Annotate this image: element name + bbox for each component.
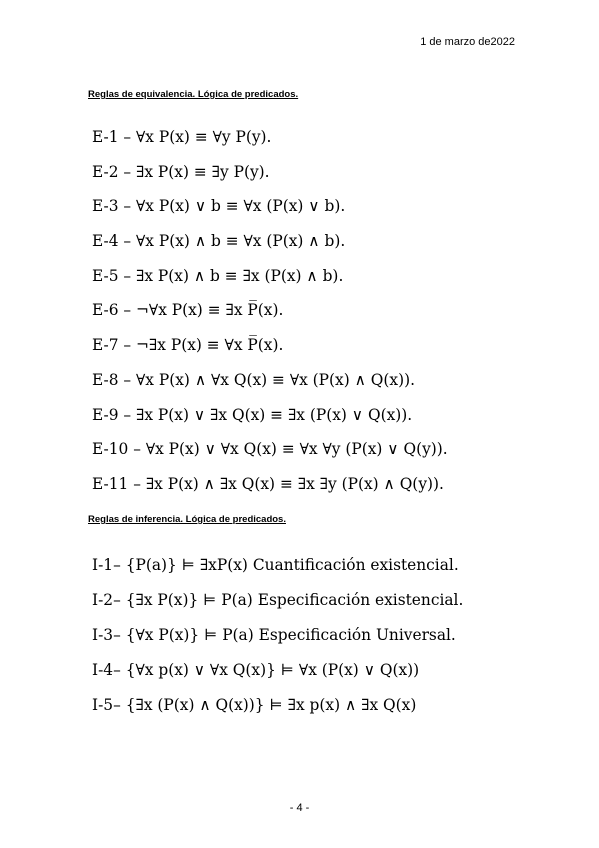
- rule-formula: ∃x P(x) ∧ ∃x Q(x) ≡ ∃x ∃y (P(x) ∧ Q(y)).: [145, 474, 444, 493]
- rule-label: E-4 –: [92, 232, 132, 251]
- rule-label: I-5–: [92, 696, 121, 714]
- rule-label: E-3 –: [92, 197, 132, 216]
- rule-label: I-3–: [92, 626, 121, 644]
- rule-name: Cuantificación existencial.: [252, 556, 459, 574]
- document-date: 1 de marzo de2022: [420, 36, 515, 48]
- rule-label: I-1–: [92, 556, 121, 574]
- rule-name: Especificación Universal.: [258, 626, 456, 644]
- rule-formula: {∀x p(x) ∨ ∀x Q(x)} ⊨ ∀x (P(x) ∨ Q(x)): [125, 661, 420, 679]
- rule-formula: {∃x P(x)} ⊨ P(a): [125, 591, 253, 609]
- equivalence-rule: [92, 328, 448, 363]
- inference-rule: [92, 688, 463, 723]
- inference-rule: [92, 583, 463, 618]
- rule-formula: {∀x P(x)} ⊨ P(a): [125, 626, 254, 644]
- rule-label: E-8 –: [92, 370, 132, 389]
- rule-formula: ∃x P(x) ∨ ∃x Q(x) ≡ ∃x (P(x) ∨ Q(x)).: [136, 405, 413, 424]
- rule-formula: ∀x P(x) ∨ b ≡ ∀x (P(x) ∨ b).: [136, 197, 346, 216]
- equivalence-rule: [92, 432, 448, 467]
- equivalence-rule: [92, 467, 448, 502]
- rule-label: E-5 –: [92, 266, 132, 285]
- equivalence-rules-list: [92, 120, 448, 502]
- rule-formula: ∀x P(x) ∧ ∀x Q(x) ≡ ∀x (P(x) ∧ Q(x)).: [136, 370, 415, 389]
- rule-label: E-10 –: [92, 440, 141, 459]
- equivalence-rule: [92, 363, 448, 398]
- rule-formula: ∃x P(x) ∧ b ≡ ∃x (P(x) ∧ b).: [136, 266, 344, 285]
- rule-formula: ∀x P(x) ∨ ∀x Q(x) ≡ ∀x ∀y (P(x) ∨ Q(y)).: [145, 440, 448, 459]
- rule-formula: ∃x P(x) ≡ ∃y P(y).: [136, 162, 270, 181]
- equivalence-rules-heading: Reglas de equivalencia. Lógica de predicados.: [88, 89, 299, 100]
- equivalence-rule: [92, 189, 448, 224]
- equivalence-rule: [92, 398, 448, 433]
- equivalence-rule: [92, 224, 448, 259]
- rule-formula: ¬∀x P(x) ≡ ∃x P̅(x).: [136, 301, 284, 320]
- rule-formula: {∃x (P(x) ∧ Q(x))} ⊨ ∃x p(x) ∧ ∃x Q(x): [125, 696, 417, 714]
- rule-name: Especificación existencial.: [257, 591, 464, 609]
- rule-label: I-4–: [92, 661, 121, 679]
- rule-label: E-11 –: [92, 474, 141, 493]
- rule-label: E-7 –: [92, 336, 132, 355]
- inference-rules-heading: Reglas de inferencia. Lógica de predicados.: [88, 514, 286, 525]
- rule-label: E-1 –: [92, 128, 132, 146]
- page-number: - 4 -: [289, 802, 310, 814]
- equivalence-rule: [92, 155, 448, 190]
- inference-rules-list: [92, 548, 463, 723]
- equivalence-rule: [92, 259, 448, 294]
- rule-label: E-6 –: [92, 301, 132, 320]
- rule-label: I-2–: [92, 591, 121, 609]
- inference-rule: [92, 618, 463, 653]
- rule-label: E-2 –: [92, 162, 132, 181]
- rule-formula: ∀x P(x) ≡ ∀y P(y).: [136, 128, 272, 146]
- rule-label: E-9 –: [92, 405, 132, 424]
- equivalence-rule: [92, 120, 448, 155]
- rule-formula: ∀x P(x) ∧ b ≡ ∀x (P(x) ∧ b).: [136, 232, 346, 251]
- rule-formula: ¬∃x P(x) ≡ ∀x P̅(x).: [136, 336, 284, 355]
- rule-formula: {P(a)} ⊨ ∃xP(x): [125, 556, 248, 574]
- equivalence-rule: [92, 293, 448, 328]
- inference-rule: [92, 653, 463, 688]
- inference-rule: [92, 548, 463, 583]
